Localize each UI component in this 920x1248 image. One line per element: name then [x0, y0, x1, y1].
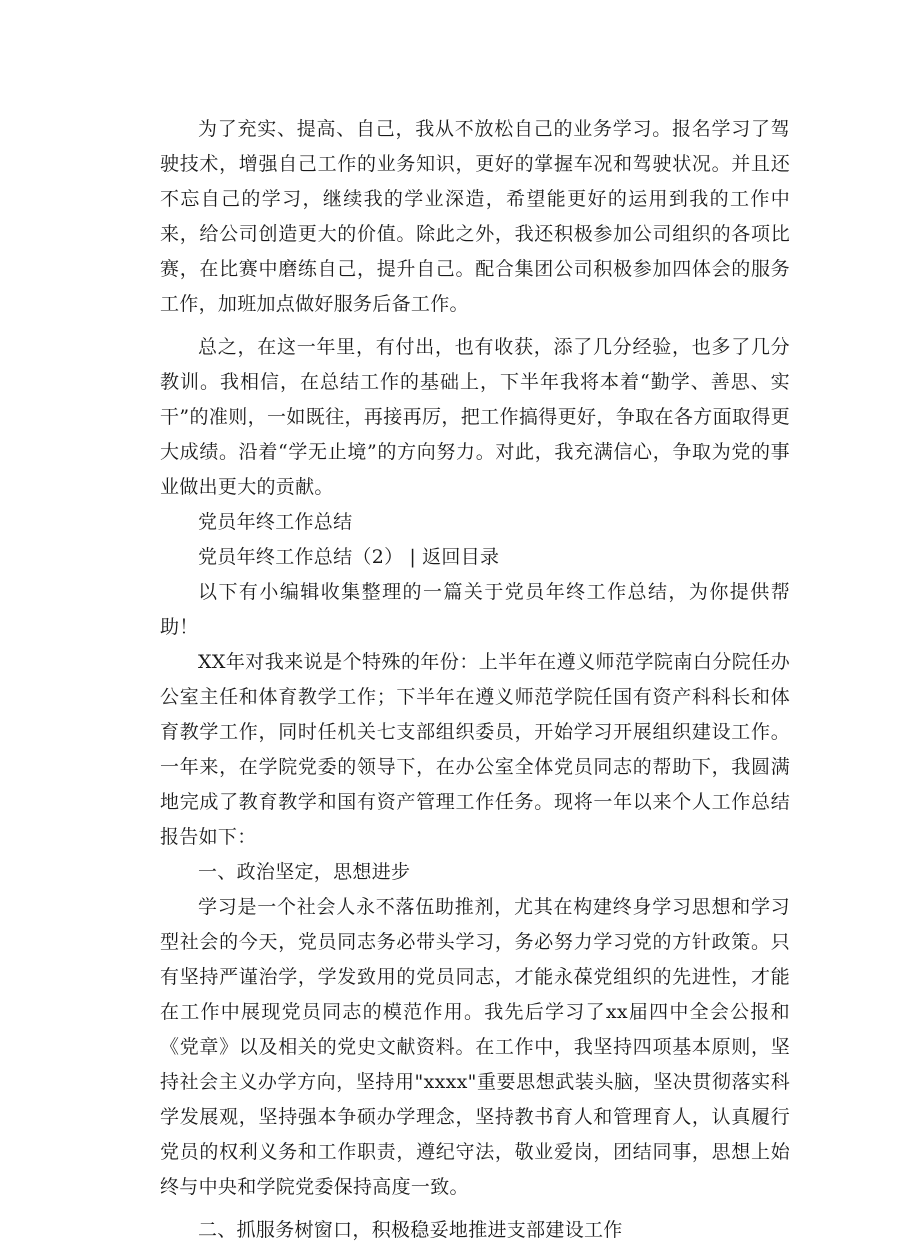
section-heading-service: 二、抓服务树窗口，积极稳妥地推进支部建设工作	[198, 1219, 623, 1241]
paragraph-intro: 以下有小编辑收集整理的一篇关于党员年终工作总结，为你提供帮助！	[160, 581, 790, 638]
paragraph-year-overview: XX年对我来说是个特殊的年份：上半年在遵义师范学院南白分院任办公室主任和体育教学工作；下半年在遵义师范学院任国有资产科科长和体育教学工作，同时任机关七支部组织委员，开始学习开展组织建设工作。一年来，在学院党委的领导下，在办公室全体党员同志的帮助下，我圆满地完成了教育教学和国有资产管理工作任务。现将一年以来个人工作总结报告如下：	[160, 651, 790, 848]
paragraph-self-study: 为了充实、提高、自己，我从不放松自己的业务学习。报名学习了驾驶技术，增强自己工作的业务知识，更好的掌握车况和驾驶状况。并且还不忘自己的学习，继续我的学业深造，希望能更好的运用到我的工作中来，给公司创造更大的价值。除此之外，我还积极参加公司组织的各项比赛，在比赛中磨练自己，提升自己。配合集团公司积极参加四体会的服务工作，加班加点做好服务后备工作。	[160, 118, 790, 315]
paragraph-study: 学习是一个社会人永不落伍助推剂，尤其在构建终身学习思想和学习型社会的今天，党员同志务必带头学习，务必努力学习党的方针政策。只有坚持严谨治学，学发致用的党员同志，才能永葆党组织的先进性，才能在工作中展现党员同志的模范作用。我先后学习了xx届四中全会公报和《党章》以及相关的党史文献资料。在工作中，我坚持四项基本原则，坚持社会主义办学方向，坚持用"xxxx"重要思想武装头脑，坚决贯彻落实科学发展观，坚持强本争硕办学理念，坚持教书育人和管理育人，认真履行党员的权利义务和工作职责，遵纪守法，敬业爱岗，团结同事，思想上始终与中央和学院党委保持高度一致。	[160, 896, 790, 1198]
heading-title: 党员年终工作总结	[198, 511, 353, 533]
section-heading-politics: 一、政治坚定，思想进步	[198, 861, 411, 883]
subtitle-text: 党员年终工作总结（2）	[198, 546, 404, 568]
heading-subtitle	[160, 540, 790, 575]
back-to-contents-link[interactable]: 返回目录	[422, 546, 500, 568]
document-page	[160, 112, 790, 1248]
paragraph-summary: 总之，在这一年里，有付出，也有收获，添了几分经验，也多了几分教训。我相信，在总结工作的基础上，下半年我将本着“勤学、善思、实干”的准则，一如既往，再接再厉，把工作搞得更好，争取在各方面取得更大成绩。沿着“学无止境”的方向努力。对此，我充满信心，争取为党的事业做出更大的贡献。	[160, 336, 790, 498]
separator: |	[409, 546, 417, 568]
